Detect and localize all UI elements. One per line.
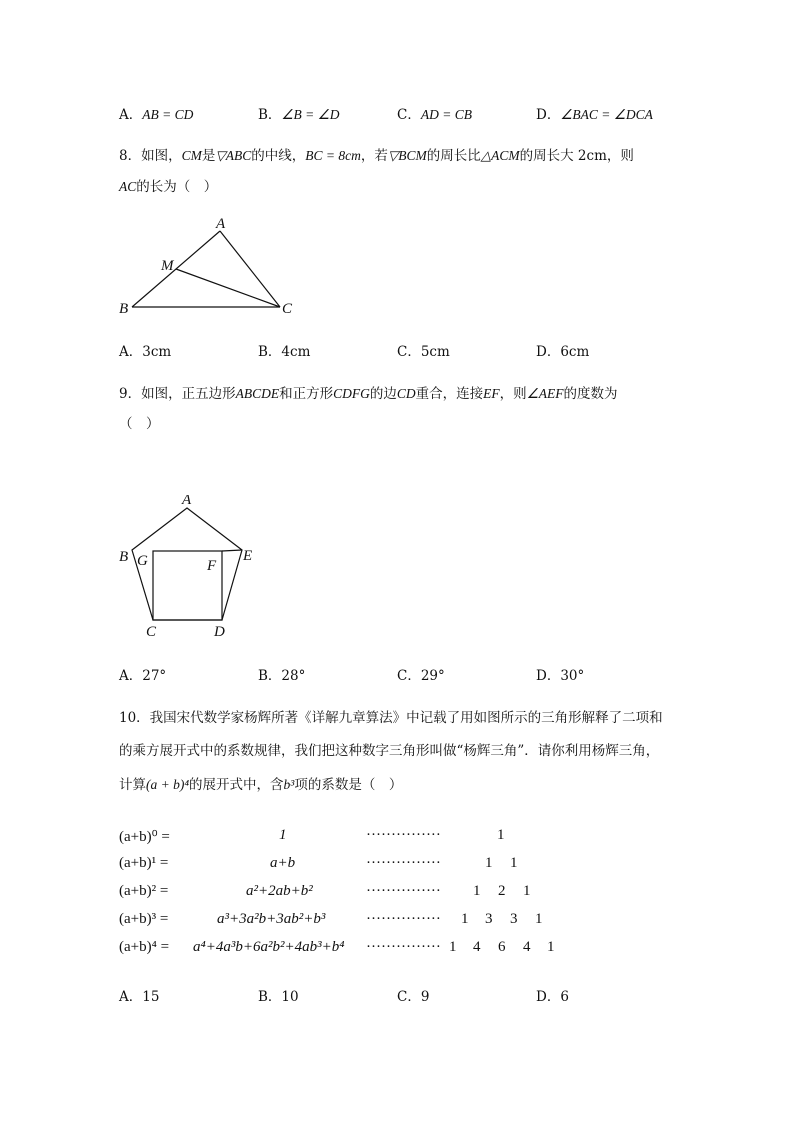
q10-stem-line3: 计算(a + b)⁴的展开式中，含b³项的系数是（ ）: [119, 777, 403, 793]
q10-option-c[interactable]: C．9: [397, 989, 430, 1005]
row-1-coeff: 1: [510, 855, 518, 871]
row-1-dots: ···············: [366, 855, 441, 871]
q8-option-a[interactable]: A．3cm: [119, 344, 172, 360]
yanghui-row-0: [119, 827, 759, 849]
q8-options: [119, 340, 759, 360]
row-1-expansion: a+b: [270, 855, 296, 871]
q8-label-m: M: [161, 258, 174, 274]
q9-stem-line2: （ ）: [119, 416, 160, 432]
row-4-lhs: (a+b)⁴ =: [119, 939, 170, 955]
row-3-coeff: 3: [485, 911, 493, 927]
yanghui-row-3: [119, 911, 759, 933]
row-3-coeff: 3: [510, 911, 518, 927]
q9-label-d: D: [214, 624, 225, 640]
q9-options: [119, 664, 759, 684]
q9-stem-line1: 9．如图，正五边形ABCDE和正方形CDFG的边CD重合，连接EF，则∠AEF的度数为: [119, 386, 618, 402]
q10-options: [119, 985, 759, 1005]
q9-label-a: A: [182, 495, 192, 508]
q7-option-c[interactable]: C．AD = CB: [397, 107, 472, 123]
q8-option-d[interactable]: D．6cm: [536, 344, 590, 360]
row-4-coeff: 4: [473, 939, 481, 955]
row-3-expansion: a³+3a²b+3ab²+b³: [217, 911, 326, 927]
q7-option-a[interactable]: A．AB = CD: [119, 107, 194, 123]
q9-label-b: B: [119, 549, 129, 565]
row-0-coeff: 1: [497, 827, 505, 843]
row-2-coeff: 1: [473, 883, 481, 899]
q9-option-a[interactable]: A．27°: [119, 668, 167, 684]
yanghui-row-4: [119, 939, 759, 961]
q10-option-b[interactable]: B．10: [258, 989, 299, 1005]
q7-option-d[interactable]: D．∠BAC = ∠DCA: [536, 107, 653, 123]
q9-option-b[interactable]: B．28°: [258, 668, 306, 684]
yanghui-row-1: [119, 855, 759, 877]
q9-label-c: C: [146, 624, 157, 640]
q10-option-a[interactable]: A．15: [119, 989, 160, 1005]
q8-stem-line2: AC的长为（ ）: [119, 179, 218, 195]
q9-segment-ef: [222, 550, 242, 551]
q8-option-c[interactable]: C．5cm: [397, 344, 450, 360]
q9-option-c[interactable]: C．29°: [397, 668, 445, 684]
q10-stem-line2: 的乘方展开式中的系数规律，我们把这种数字三角形叫做“杨辉三角”．请你利用杨辉三角，: [119, 743, 660, 759]
q7-option-b[interactable]: B．∠B = ∠D: [258, 107, 340, 123]
q9-label-e: E: [243, 548, 253, 564]
row-1-lhs: (a+b)¹ =: [119, 855, 169, 871]
q10-option-d[interactable]: D．6: [536, 989, 569, 1005]
row-2-coeff: 1: [523, 883, 531, 899]
row-4-coeff: 1: [547, 939, 555, 955]
row-3-coeff: 1: [461, 911, 469, 927]
q8-label-b: B: [119, 301, 129, 317]
q9-pentagon-figure: [110, 495, 270, 645]
row-4-expansion: a⁴+4a³b+6a²b²+4ab³+b⁴: [193, 939, 345, 955]
yanghui-row-2: [119, 883, 759, 905]
row-2-dots: ···············: [366, 883, 441, 899]
row-1-coeff: 1: [485, 855, 493, 871]
row-2-expansion: a²+2ab+b²: [246, 883, 313, 899]
q8-triangle-figure: [110, 215, 310, 325]
q8-option-b[interactable]: B．4cm: [258, 344, 311, 360]
q8-stem-line1: 8．如图，CM是▽ABC的中线，BC = 8cm，若▽BCM的周长比△ACM的周长大 2cm，则: [119, 148, 634, 164]
row-0-expansion: 1: [279, 827, 287, 843]
q9-label-g: G: [137, 553, 148, 569]
q9-option-d[interactable]: D．30°: [536, 668, 585, 684]
row-3-coeff: 1: [535, 911, 543, 927]
row-4-coeff: 6: [498, 939, 506, 955]
q9-pentagon-abcde: [132, 508, 242, 620]
q9-label-f: F: [207, 558, 217, 574]
row-0-lhs: (a+b)⁰ =: [119, 829, 170, 845]
row-4-coeff: 4: [523, 939, 531, 955]
q10-stem-line1: 10．我国宋代数学家杨辉所著《详解九章算法》中记载了用如图所示的三角形解释了二项和: [119, 710, 663, 726]
row-3-lhs: (a+b)³ =: [119, 911, 169, 927]
row-2-coeff: 2: [498, 883, 506, 899]
q7-options: [119, 103, 759, 123]
q8-label-c: C: [282, 301, 293, 317]
row-4-dots: ···············: [366, 939, 441, 955]
row-3-dots: ···············: [366, 911, 441, 927]
row-2-lhs: (a+b)² =: [119, 883, 169, 899]
row-4-coeff: 1: [449, 939, 457, 955]
row-0-dots: ···············: [366, 827, 441, 843]
q8-label-a: A: [216, 216, 226, 232]
